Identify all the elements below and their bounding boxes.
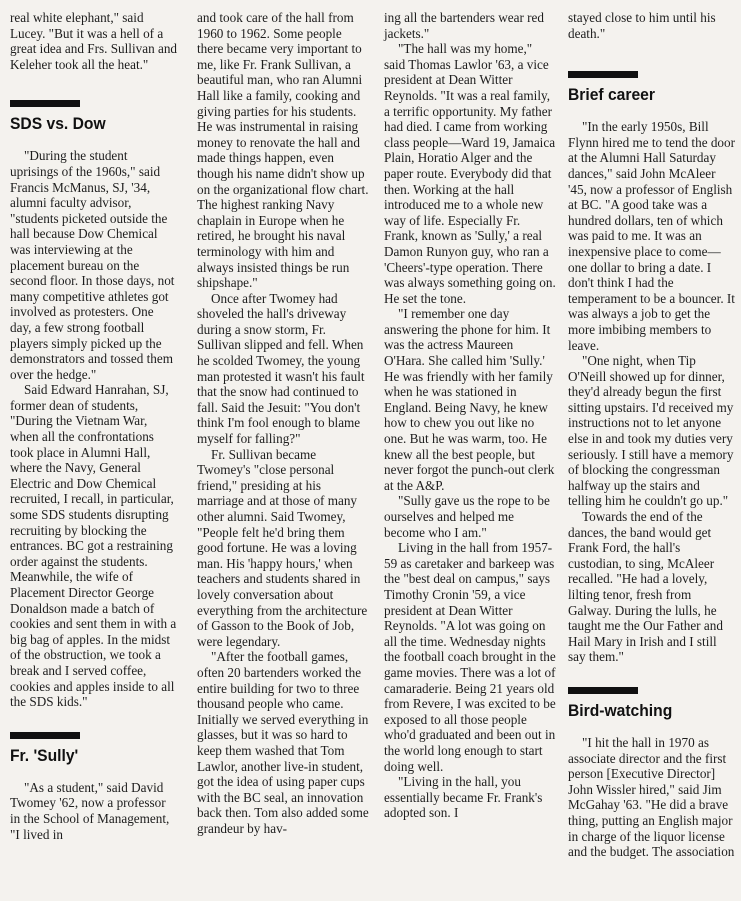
paragraph: "After the football games, often 20 bartenders worked the entire building for two to three thousand people who came. Initially we served everything in glasses, but it was so hard to keep them washed that Tom Lawlor, another live-in student, got the idea of using paper cups with the BC seal, an innovation back then. Tom also added some grandeur by hav- [197, 649, 369, 836]
paragraph: Living in the hall from 1957-59 as caretaker and barkeep was the "best deal on campus," says Timothy Cronin '59, a vice president at Dean Witter Reynolds. "A lot was going on all the time. Wednesday nights the football coach brought in the game movies. There was a lot of camaraderie. Being 21 years old from Revere, I was excited to be exposed to all those people who'd graduated and been out in the world long enough to start doing well. [384, 540, 556, 774]
section-heading-brief-career: Brief career [568, 85, 655, 105]
paragraph: and took care of the hall from 1960 to 1962. Some people there became very important to me, like Fr. Frank Sullivan, a beautiful man, who ran Alumni Hall like a family, cooking and giving parties for his students. He was instrumental in raising money to renovate the hall and made things happen, even though his name didn't show up on the organizational flow chart. The highest ranking Navy chaplain in Europe when he retired, he brought his naval terminology with him and always insisted things be run shipshape." [197, 10, 369, 291]
section-heading-sds-vs-dow: SDS vs. Dow [10, 114, 106, 134]
section-rule [10, 732, 80, 739]
section-rule [568, 71, 638, 78]
paragraph: "In the early 1950s, Bill Flynn hired me to tend the door at the Alumni Hall Saturday dances," said John McAleer '45, now a professor of English at BC. "A good take was a hundred dollars, ten of which was paid to me. It was an inexpensive place to come—one dollar to bring a date. I don't think I had the temperament to be a bouncer. It was always a job to get the more imbibing members to leave. [568, 119, 736, 353]
column-3 [384, 10, 556, 821]
paragraph: real white elephant," said Lucey. "But it was a hell of a great idea and Frs. Sullivan and Keleher took all the heat." [10, 10, 178, 72]
paragraph: Once after Twomey had shoveled the hall's driveway during a snow storm, Fr. Sullivan slipped and fell. When he scolded Twomey, the young man protested it wasn't his fault that the snow had continued to fall. Said the Jesuit: "You don't think I'm fool enough to blame myself for falling?" [197, 290, 365, 447]
paragraph: "I remember one day answering the phone for him. It was the actress Maureen O'Hara. She called him 'Sully.' He was friendly with her family when he was stationed in England. Being Navy, he knew how to chew you out like no one. But he was warm, too. He knew all the best people, but never forgot the punch-out clerk at the A&P. [384, 306, 555, 493]
section-heading-fr-sully: Fr. 'Sully' [10, 745, 79, 765]
paragraph: "The hall was my home," said Thomas Lawlor '63, a vice president at Dean Witter Reynolds. "It was a real family, a terrific opportunity. My father had died. I came from working class people—Ward 19, Jamaica Plain, Horatio Alger and the paper route. Everybody did that then. Working at the hall introduced me to a whole new way of life. Especially Fr. Frank, known as 'Sully,' a real Damon Runyon guy, who ran a 'Cheers'-type operation. There was always something going on. He set the tone. [384, 41, 556, 306]
paragraph: "Sully gave us the rope to be ourselves and helped me become who I am." [384, 493, 550, 540]
section-heading-bird-watching: Bird-watching [568, 700, 673, 720]
paragraph: ing all the bartenders wear red jackets." [384, 10, 545, 41]
paragraph: "During the student uprisings of the 1960s," said Francis McManus, SJ, '34, alumni faculty advisor, "students picketed outside the hall because Dow Chemical was interviewing at the placement bureau on the second floor. In those days, not many competitive athletes got involved as protesters. One day, a few strong football players simply picked up the demonstrators and tossed them over the hedge." [10, 148, 175, 382]
column-4 [568, 10, 736, 860]
paragraph: "One night, when Tip O'Neill showed up for dinner, they'd already begun the first sitting upstairs. I'd received my instructions not to let anyone else in and took my duties very seriously. I still have a memory of blocking the congressman halfway up the stairs and telling him he couldn't go up." [568, 353, 734, 509]
section-rule [10, 100, 80, 107]
section-rule [568, 687, 638, 694]
paragraph: Towards the end of the dances, the band would get Frank Ford, the hall's custodian, to sing, McAleer recalled. "He had a lovely, lilting tenor, fresh from Galway. During the lulls, he taught me the Our Father and Hail Mary in Irish and I still say them." [568, 509, 723, 665]
paragraph: Said Edward Hanrahan, SJ, former dean of students, "During the Vietnam War, when all the confrontations took place in Alumni Hall, where the Navy, General Electric and Dow Chemical recruited, I recall, in particular, some SDS students disrupting recruiting by blocking the entrances. BC got a restraining order against the students. Meanwhile, the wife of Placement Director George Donaldson made a batch of cookies and sent them in with a big bag of apples. In the midst of the obstruction, we took a break and I served coffee, cookies and apples inside to all the SDS kids." [10, 382, 177, 710]
paragraph: "I hit the hall in 1970 as associate director and the first person [Executive Director] John Wissler hired," said Jim McGahay '63. "He did a brave thing, putting an English major in charge of the liquor license and the budget. The association [568, 734, 735, 860]
paragraph: "As a student," said David Twomey '62, now a professor in the School of Management, "I lived in [10, 779, 170, 842]
column-1 [10, 10, 178, 842]
paragraph: "Living in the hall, you essentially became Fr. Frank's adopted son. I [384, 774, 543, 821]
column-2 [197, 10, 369, 836]
paragraph: stayed close to him until his death." [568, 10, 716, 41]
paragraph: Fr. Sullivan became Twomey's "close personal friend," presiding at his marriage and at those of many other alumni. Said Twomey, "People felt he'd bring them good fortune. He was a loving man. His 'happy hours,' when teachers and students shared in lovely conversation about everything from the architecture of Gasson to the Book of Job, were legendary. [197, 446, 368, 649]
